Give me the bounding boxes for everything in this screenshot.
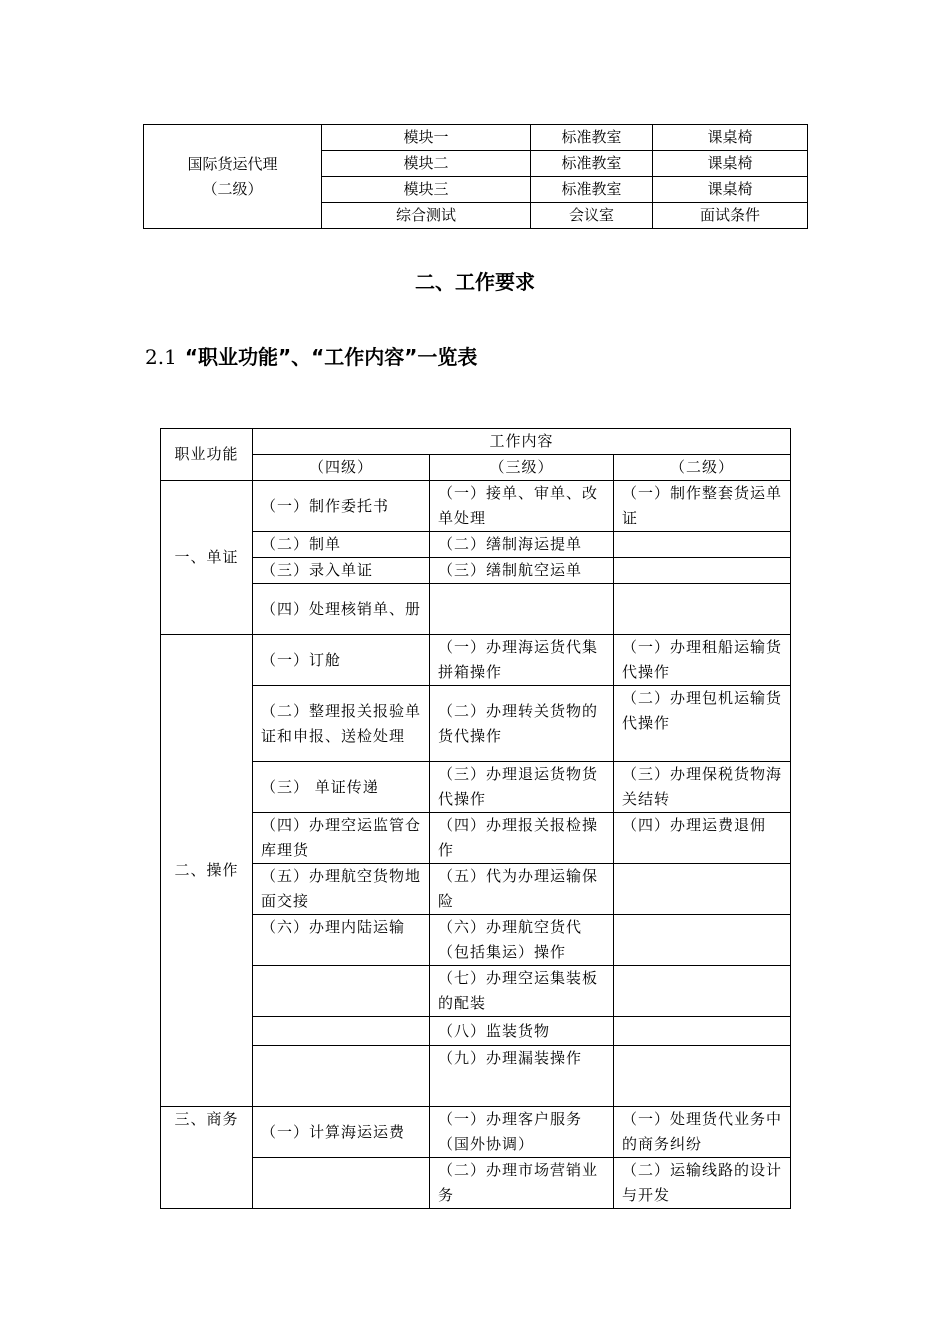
- level4-cell: （四）处理核销单、册: [253, 584, 430, 635]
- header-content: 工作内容: [253, 429, 791, 455]
- level2-cell: [614, 1046, 791, 1107]
- work-content-table: [160, 428, 791, 1209]
- level2-cell: （二）办理包机运输货代操作: [614, 686, 791, 762]
- equipment-cell: 面试条件: [653, 203, 808, 229]
- venue-cell: 标准教室: [531, 177, 653, 203]
- table-row: [161, 584, 791, 635]
- table-row: [161, 481, 791, 532]
- table-row: [161, 1158, 791, 1209]
- level3-cell: （七）办理空运集装板的配装: [430, 966, 614, 1017]
- level2-cell: （一）办理租船运输货代操作: [614, 635, 791, 686]
- module-cell: 模块二: [322, 151, 531, 177]
- function-cell: 一、单证: [161, 481, 253, 635]
- level2-cell: （一）处理货代业务中的商务纠纷: [614, 1107, 791, 1158]
- level3-cell: （五）代为办理运输保险: [430, 864, 614, 915]
- level2-cell: （一）制作整套货运单证: [614, 481, 791, 532]
- table-row: [161, 762, 791, 813]
- level4-cell: （四）办理空运监管仓库理货: [253, 813, 430, 864]
- level4-cell: [253, 1158, 430, 1209]
- module-cell: 模块三: [322, 177, 531, 203]
- module-cell: 综合测试: [322, 203, 531, 229]
- level3-cell: （一）办理客户服务（国外协调）: [430, 1107, 614, 1158]
- level2-cell: [614, 584, 791, 635]
- level4-cell: （一）制作委托书: [253, 481, 430, 532]
- table-row: [161, 1046, 791, 1107]
- occupation-level: （二级）: [202, 179, 263, 198]
- level3-cell: （六）办理航空货代（包括集运）操作: [430, 915, 614, 966]
- level2-cell: （二）运输线路的设计与开发: [614, 1158, 791, 1209]
- level4-cell: [253, 1046, 430, 1107]
- table-row: [161, 813, 791, 864]
- level4-cell: （三） 单证传递: [253, 762, 430, 813]
- function-cell: 三、商务: [161, 1107, 253, 1209]
- level4-cell: （一）计算海运运费: [253, 1107, 430, 1158]
- level4-cell: （六）办理内陆运输: [253, 915, 430, 966]
- venue-cell: 会议室: [531, 203, 653, 229]
- level2-cell: [614, 915, 791, 966]
- level4-cell: （三）录入单证: [253, 558, 430, 584]
- table-row: [161, 915, 791, 966]
- level2-cell: [614, 864, 791, 915]
- table-row: [161, 558, 791, 584]
- table-row: [161, 1017, 791, 1046]
- level2-cell: [614, 966, 791, 1017]
- level3-cell: （二）办理转关货物的货代操作: [430, 686, 614, 762]
- table-row: [161, 532, 791, 558]
- header-level: （二级）: [614, 455, 791, 481]
- level3-cell: （九）办理漏装操作: [430, 1046, 614, 1107]
- table-header-row: [161, 455, 791, 481]
- level4-cell: （五）办理航空货物地面交接: [253, 864, 430, 915]
- level3-cell: （三）办理退运货物货代操作: [430, 762, 614, 813]
- level2-cell: [614, 532, 791, 558]
- section-title: 二、工作要求: [415, 270, 535, 294]
- level3-cell: （一）办理海运货代集拼箱操作: [430, 635, 614, 686]
- subsection-heading: [145, 341, 477, 370]
- level3-cell: （一）接单、审单、改单处理: [430, 481, 614, 532]
- table-row: [161, 966, 791, 1017]
- table-header-row: [161, 429, 791, 455]
- table-row: [161, 1107, 791, 1158]
- level2-cell: [614, 1017, 791, 1046]
- level4-cell: （一）订舱: [253, 635, 430, 686]
- equipment-cell: 课桌椅: [653, 125, 808, 151]
- level4-cell: （二）整理报关报验单证和申报、送检处理: [253, 686, 430, 762]
- venue-cell: 标准教室: [531, 151, 653, 177]
- module-cell: 模块一: [322, 125, 531, 151]
- level3-cell: （二）缮制海运提单: [430, 532, 614, 558]
- header-function: 职业功能: [161, 429, 253, 481]
- venue-cell: 标准教室: [531, 125, 653, 151]
- level2-cell: （四）办理运费退佣: [614, 813, 791, 864]
- header-level: （三级）: [430, 455, 614, 481]
- level3-cell: [430, 584, 614, 635]
- equipment-cell: 课桌椅: [653, 151, 808, 177]
- header-level: （四级）: [253, 455, 430, 481]
- level4-cell: （二）制单: [253, 532, 430, 558]
- table-row: [144, 125, 808, 151]
- subsection-title: “职业功能”、“工作内容”一览表: [184, 345, 478, 369]
- equipment-cell: 课桌椅: [653, 177, 808, 203]
- level3-cell: （二）办理市场营销业务: [430, 1158, 614, 1209]
- occupation-name: 国际货运代理: [187, 154, 278, 173]
- level3-cell: （八）监装货物: [430, 1017, 614, 1046]
- table-row: [161, 864, 791, 915]
- level4-cell: [253, 966, 430, 1017]
- exam-venue-table: [143, 124, 808, 229]
- level2-cell: [614, 558, 791, 584]
- function-cell: 二、操作: [161, 635, 253, 1107]
- level4-cell: [253, 1017, 430, 1046]
- level3-cell: （四）办理报关报检操作: [430, 813, 614, 864]
- subsection-number: 2.1: [145, 345, 177, 369]
- table-row: [161, 635, 791, 686]
- level2-cell: （三）办理保税货物海关结转: [614, 762, 791, 813]
- level3-cell: （三）缮制航空运单: [430, 558, 614, 584]
- occupation-cell: [144, 125, 322, 229]
- table-row: [161, 686, 791, 762]
